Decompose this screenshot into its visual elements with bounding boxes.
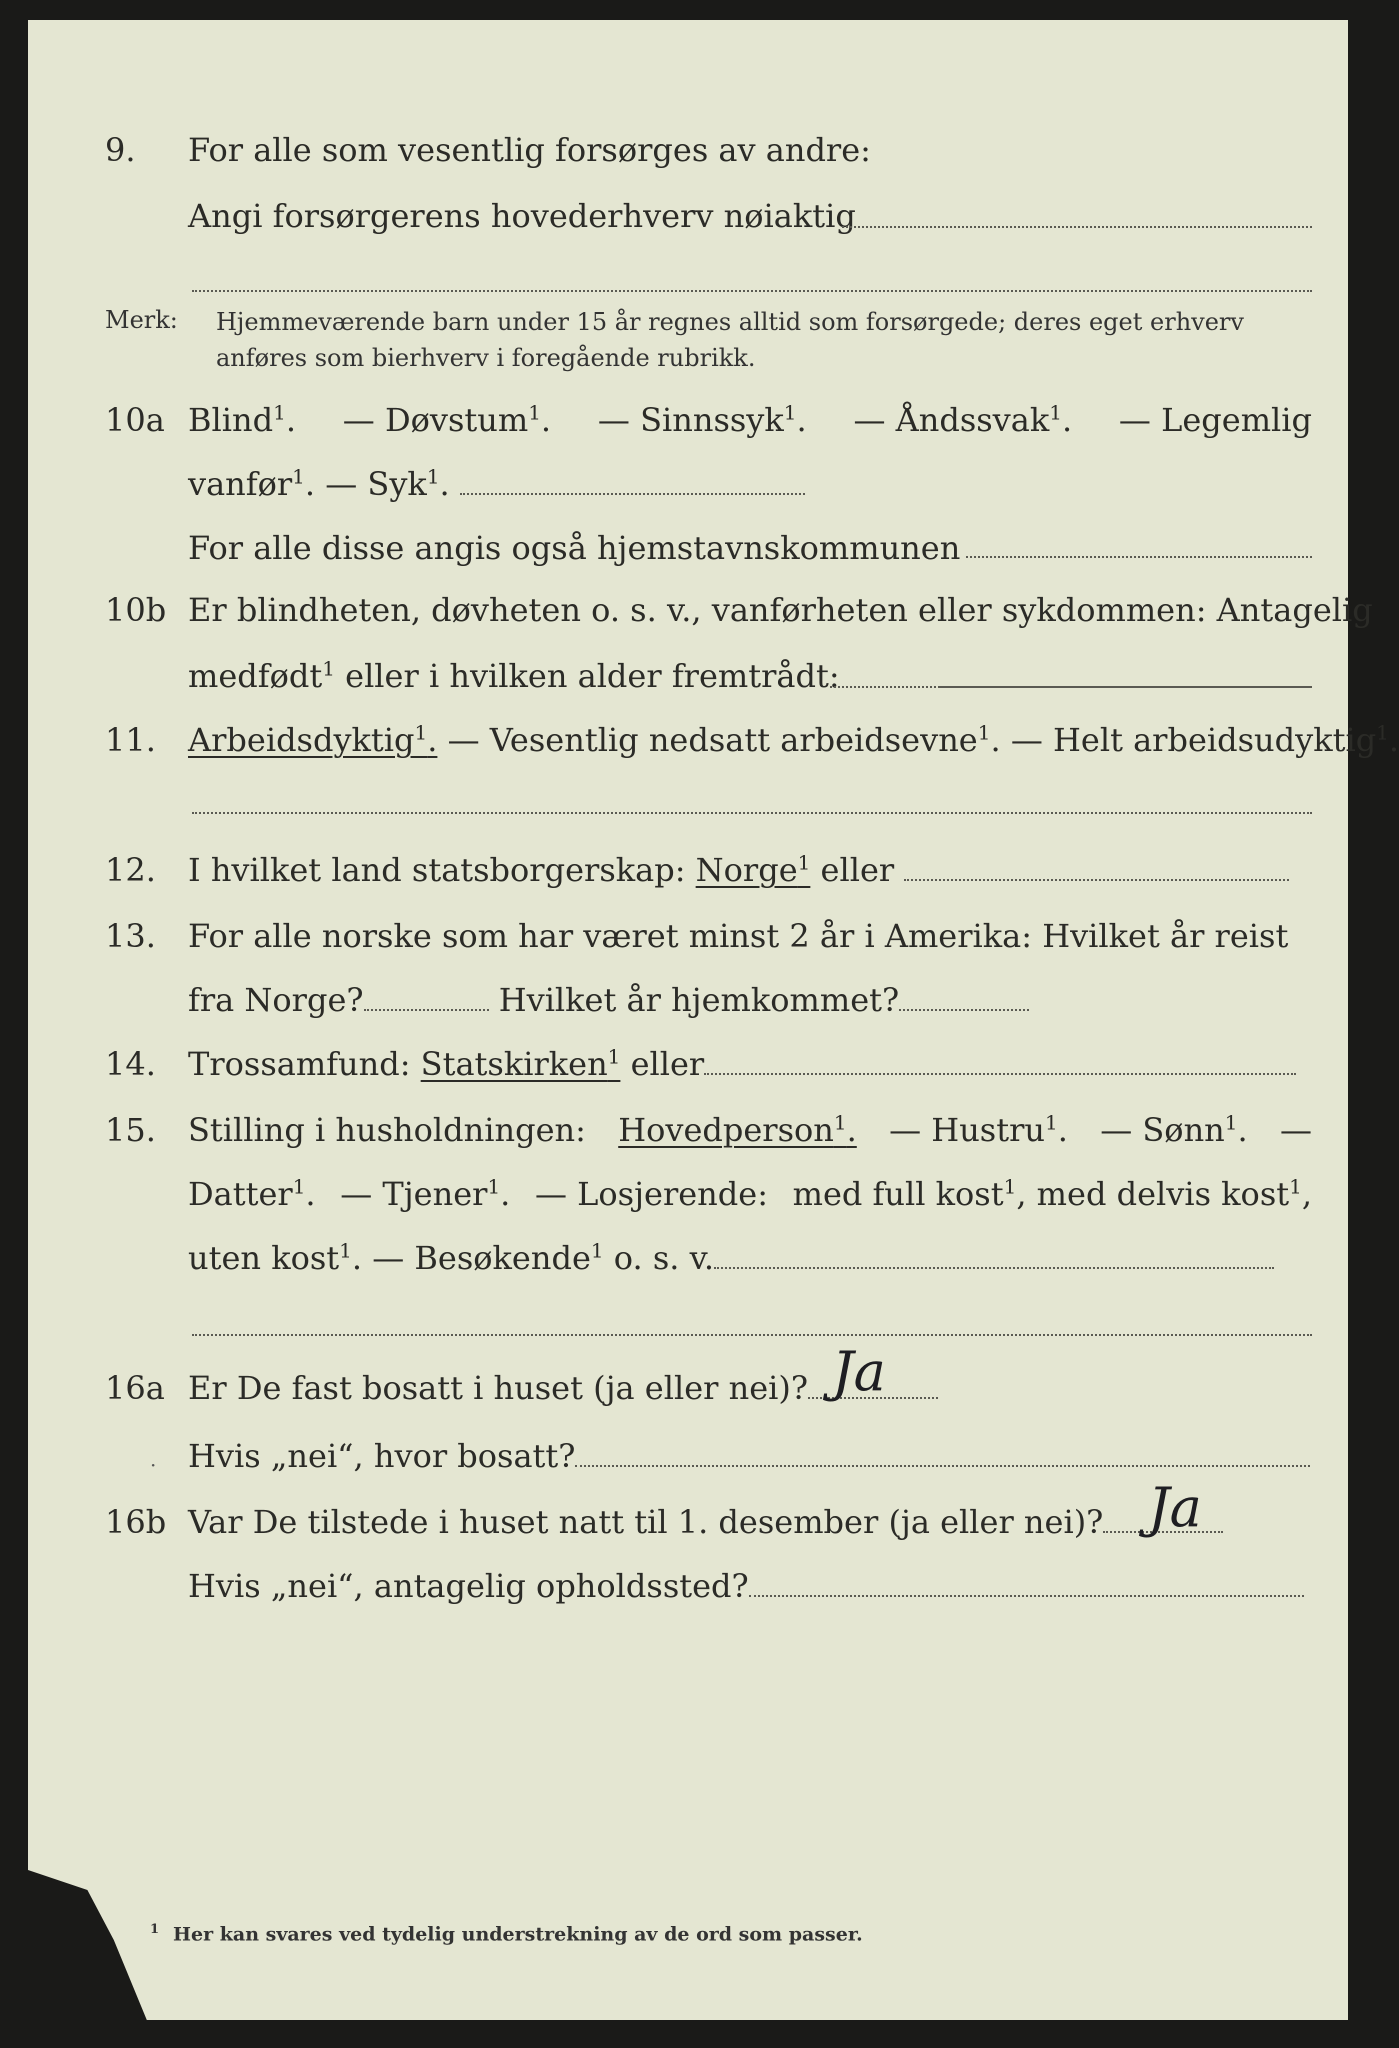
option-losjerende: — Losjerende: — [534, 1175, 768, 1213]
q11-options — [188, 720, 1399, 760]
q15-content-3 — [188, 1238, 1312, 1278]
option-hustru[interactable]: — Hustru$^1$. — [889, 1110, 1068, 1149]
q10a-answer-line[interactable] — [460, 493, 805, 495]
q16b-where-line[interactable] — [749, 1595, 1304, 1597]
q16a-where-line[interactable] — [575, 1465, 1310, 1467]
q15-number: 15. — [105, 1111, 156, 1149]
option-dovstum[interactable]: — Døvstum$^1$. — [342, 400, 552, 439]
q10b-answer-line[interactable] — [940, 686, 1312, 688]
q13-return-label: Hvilket år hjemkommet? — [498, 981, 900, 1019]
option-tjener[interactable]: — Tjener$^1$. — [340, 1174, 511, 1213]
option-arbeidsudyktig[interactable]: — Helt arbeidsudyktig$^1$. — [1010, 720, 1399, 759]
q16b-content-2 — [188, 1566, 1312, 1606]
option-sinnssyk[interactable]: — Sinnssyk$^1$. — [597, 400, 807, 439]
q12-content — [188, 850, 1312, 890]
q16b-number: 16b — [105, 1503, 167, 1541]
footnote — [150, 1922, 863, 1945]
q9-answer-line[interactable] — [842, 226, 1312, 228]
q9-text: For alle som vesentlig forsørges av andre: — [188, 131, 871, 169]
q9-number: 9. — [105, 131, 136, 169]
option-norge[interactable]: Norge$^1$ — [695, 850, 811, 889]
q14-content — [188, 1044, 1312, 1084]
q16a-content-2 — [188, 1436, 1312, 1476]
q10b-number: 10b — [105, 591, 167, 629]
option-besokende[interactable]: — Besøkende$^1$ — [372, 1238, 604, 1277]
q16a-content — [188, 1368, 1312, 1408]
q12-number: 12. — [105, 851, 156, 889]
q12-answer-line[interactable] — [904, 879, 1289, 881]
q13-return-line[interactable] — [899, 1009, 1029, 1011]
q11-number: 11. — [105, 721, 156, 759]
q13-content-2 — [188, 980, 1312, 1020]
option-statskirken[interactable]: Statskirken$^1$ — [420, 1044, 621, 1083]
q9-main-occupation-label: Angi forsørgerens hovederhverv nøiaktig — [188, 197, 856, 235]
q13-departure-line[interactable] — [364, 1009, 489, 1011]
q14-label: Trossamfund: — [188, 1045, 411, 1083]
q15-answer-line[interactable] — [714, 1267, 1274, 1269]
option-andssvak[interactable]: — Åndssvak$^1$. — [853, 400, 1073, 439]
option-blind[interactable]: Blind$^1$. — [188, 400, 296, 439]
q13-text: For alle norske som har været minst 2 år i Amerika: Hvilket år reist — [188, 917, 1289, 955]
q16b-where-label: Hvis „nei“, antagelig opholdssted? — [188, 1567, 749, 1605]
option-datter[interactable]: Datter$^1$. — [188, 1174, 316, 1213]
option-syk[interactable]: — Syk$^1$. — [325, 464, 450, 503]
q13-departure-label: fra Norge? — [188, 981, 364, 1019]
q10b-age-label: eller i hvilken alder fremtrådt: — [345, 657, 840, 695]
q15-content-1 — [188, 1110, 1312, 1150]
q16a-question: Er De fast bosatt i huset (ja eller nei)? — [188, 1369, 809, 1407]
merk-label: Merk: — [105, 306, 178, 334]
q14-eller: eller — [630, 1045, 705, 1083]
q10b-text-2 — [188, 656, 1312, 696]
q13-number: 13. — [105, 917, 156, 955]
q16b-content — [188, 1502, 1312, 1542]
option-legemlig[interactable]: — Legemlig — [1118, 401, 1312, 439]
option-nedsatt-arbeidsevne[interactable]: — Vesentlig nedsatt arbeidsevne$^1$. — [447, 720, 1001, 759]
q10a-options-2 — [188, 464, 1312, 504]
q16a-number: 16a — [105, 1369, 165, 1407]
option-sonn[interactable]: — Sønn$^1$. — [1100, 1110, 1248, 1149]
option-medfodt[interactable]: medfødt$^1$ — [188, 656, 335, 695]
option-arbeidsdyktig[interactable]: Arbeidsdyktig$^1$. — [188, 720, 438, 759]
footnote-mark: 1 — [150, 1922, 160, 1937]
option-uten-kost[interactable]: uten kost$^1$. — [188, 1238, 363, 1277]
option-full-kost[interactable]: med full kost$^1$, med delvis kost$^1$, — [792, 1174, 1312, 1213]
q14-number: 14. — [105, 1045, 156, 1083]
q12-label: I hvilket land statsborgerskap: — [188, 851, 686, 889]
q16a-handwritten-answer: Ja — [832, 1340, 886, 1403]
q16a-where-label: Hvis „nei“, hvor bosatt? — [188, 1437, 576, 1475]
q10b-text: Er blindheten, døvheten o. s. v., vanførheten eller sykdommen: Antagelig — [188, 591, 1373, 629]
q15-dash: — — [1280, 1111, 1312, 1149]
q16b-question: Var De tilstede i huset natt til 1. desember (ja eller nei)? — [188, 1503, 1104, 1541]
q11-answer-line[interactable] — [192, 812, 1312, 814]
option-vanfor[interactable]: vanfør$^1$. — [188, 464, 316, 503]
q15-label: Stilling i husholdningen: — [188, 1111, 586, 1149]
q15-content-2 — [188, 1174, 1312, 1214]
q10a-number: 10a — [105, 401, 165, 439]
merk-text-1: Hjemmeværende barn under 15 år regnes alltid som forsørgede; deres eget erhverv — [216, 308, 1244, 336]
q10a-home-municipality-line[interactable] — [966, 556, 1312, 558]
q10a-home-municipality-label: For alle disse angis også hjemstavnskommunen — [188, 529, 961, 567]
merk-text-2: anføres som bierhverv i foregående rubrikk. — [216, 344, 756, 372]
q14-answer-line[interactable] — [704, 1073, 1296, 1075]
q15-answer-line-2[interactable] — [192, 1334, 1312, 1336]
q16b-handwritten-answer: Ja — [1148, 1476, 1202, 1539]
q15-osv: o. s. v. — [613, 1239, 715, 1277]
q12-eller: eller — [820, 851, 895, 889]
q9-answer-line-2[interactable] — [192, 290, 1312, 292]
option-hovedperson[interactable]: Hovedperson$^1$. — [618, 1110, 857, 1149]
q10a-options — [188, 400, 1312, 440]
stray-mark: · — [150, 1453, 157, 1477]
q10b-answer-dots[interactable] — [830, 686, 940, 688]
footnote-text: Her kan svares ved tydelig understrekning av de ord som passer. — [173, 1923, 863, 1946]
